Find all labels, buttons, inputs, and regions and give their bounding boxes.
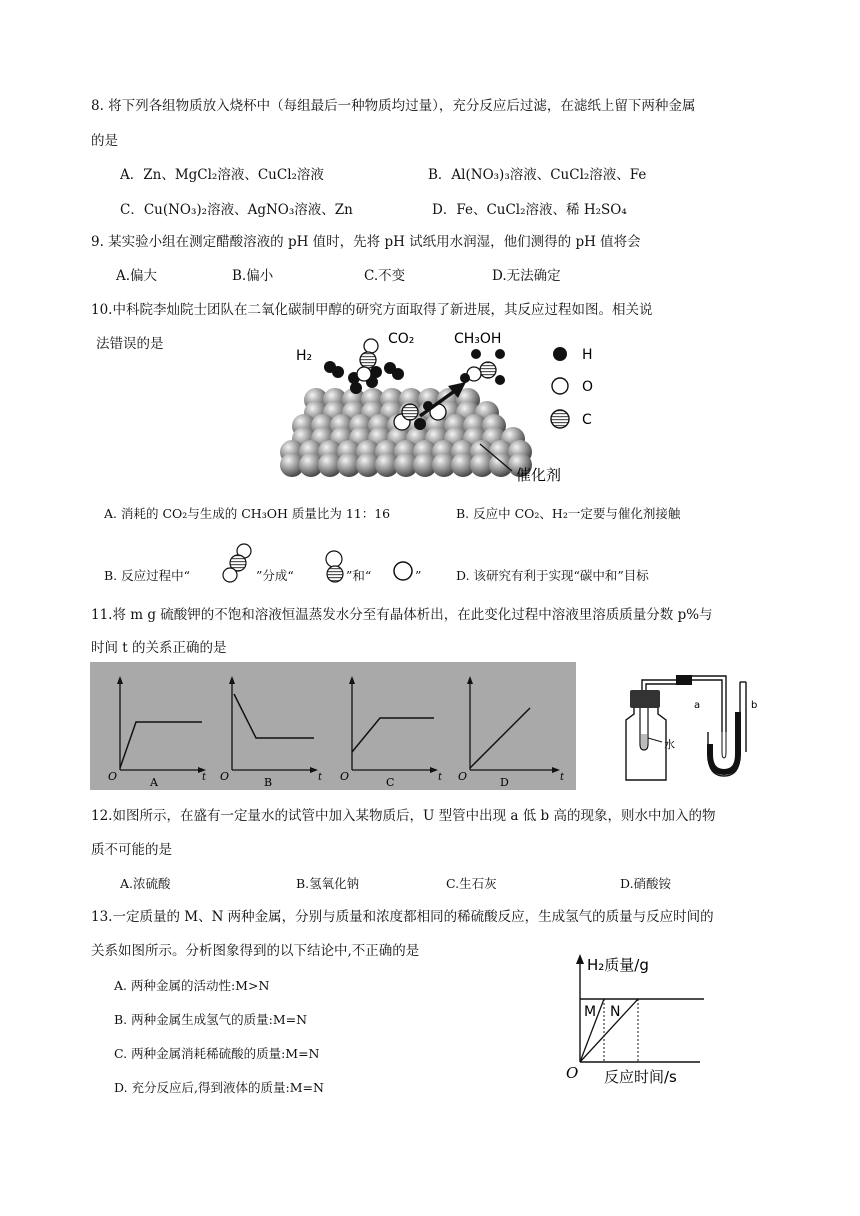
q9-option-c: C.不变 bbox=[364, 268, 406, 284]
q10-option-d: D. 该研究有利于实现“碳中和”目标 bbox=[456, 568, 649, 583]
graph-d-label: D bbox=[500, 776, 509, 789]
q9-stem: 9. 某实验小组在测定醋酸溶液的 pH 值时，先将 pH 试纸用水润湿，他们测得的 pH 值将会 bbox=[91, 234, 641, 250]
curve-m-label: M bbox=[584, 1004, 597, 1020]
catalyst-label: 催化剂 bbox=[516, 466, 562, 484]
q8-option-d: D．Fe、CuCl₂溶液、稀 H₂SO₄ bbox=[432, 202, 627, 218]
legend bbox=[551, 347, 593, 428]
q12-stem-cont: 质不可能的是 bbox=[91, 842, 172, 858]
q10-option-c-mid1: ”分成“ bbox=[256, 568, 294, 583]
water-label: 水 bbox=[664, 738, 675, 751]
q8-option-b: B．Al(NO₃)₃溶液、CuCl₂溶液、Fe bbox=[428, 167, 647, 183]
co2-label: CO₂ bbox=[388, 331, 415, 347]
q10-option-c-pre: B. 反应过程中“ bbox=[104, 568, 191, 583]
q9-option-d: D.无法确定 bbox=[492, 268, 561, 284]
q11-graphs-panel bbox=[90, 662, 576, 790]
legend-c-label: C bbox=[582, 412, 592, 428]
ch3oh-label: CH₃OH bbox=[454, 331, 502, 347]
graph-b-t: t bbox=[318, 772, 323, 783]
q9-option-b: B.偏小 bbox=[232, 268, 274, 284]
q12-stem: 12.如图所示，在盛有一定量水的试管中加入某物质后，U 型管中出现 a 低 b 高的现象，则水中加入的物 bbox=[91, 808, 716, 824]
hydrogen-mass-graph bbox=[560, 950, 740, 1086]
q10-option-c-post: ” bbox=[415, 568, 422, 583]
u-tube-b-label: b bbox=[751, 700, 758, 711]
q13-stem-cont: 关系如图所示。分析图象得到的以下结论中,不正确的是 bbox=[91, 943, 420, 959]
graph-b-origin: O bbox=[220, 770, 230, 783]
q13-option-c: C. 两种金属消耗稀硫酸的质量:M=N bbox=[114, 1046, 320, 1061]
graph-b-label: B bbox=[264, 776, 273, 789]
q12-option-c: C.生石灰 bbox=[446, 876, 497, 891]
graph-c-origin: O bbox=[340, 770, 350, 783]
graph-a-t: t bbox=[202, 772, 207, 783]
q9-option-a: A.偏大 bbox=[116, 268, 158, 284]
graph-c-label: C bbox=[386, 776, 395, 789]
curve-n-label: N bbox=[610, 1004, 621, 1020]
co2-glyph bbox=[220, 543, 254, 583]
graph-a-origin: O bbox=[108, 770, 118, 783]
graph-a-label: A bbox=[150, 776, 158, 789]
graph-origin: O bbox=[566, 1064, 579, 1082]
graph-ylabel: H₂质量/g bbox=[587, 956, 649, 974]
graph-c-t: t bbox=[438, 772, 443, 783]
q13-option-a: A. 两种金属的活动性:M>N bbox=[114, 978, 270, 993]
q10-stem-cont: 法错误的是 bbox=[96, 336, 164, 352]
legend-o-label: O bbox=[582, 379, 594, 395]
q10-option-b: B. 反应中 CO₂、H₂一定要与催化剂接触 bbox=[456, 506, 681, 521]
q12-option-b: B.氢氧化钠 bbox=[296, 876, 360, 891]
graph-xlabel: 反应时间/s bbox=[604, 1068, 677, 1086]
legend-o-dot bbox=[552, 378, 568, 394]
q8-option-a: A．Zn、MgCl₂溶液、CuCl₂溶液 bbox=[120, 167, 324, 183]
catalyst-reaction-figure bbox=[260, 326, 610, 488]
u-tube-apparatus bbox=[614, 672, 764, 784]
q10-stem: 10.中科院李灿院士团队在二氧化碳制甲醇的研究方面取得了新进展，其反应过程如图。相关说 bbox=[91, 302, 653, 318]
q12-option-a: A.浓硫酸 bbox=[120, 876, 171, 891]
q11-stem: 11.将 m g 硫酸钾的不饱和溶液恒温蒸发水分至有晶体析出，在此变化过程中溶液里溶质质量分数 p%与 bbox=[91, 607, 713, 623]
q12-option-d: D.硝酸铵 bbox=[620, 876, 672, 891]
h2-label: H₂ bbox=[296, 348, 313, 364]
q8-option-c: C．Cu(NO₃)₂溶液、AgNO₃溶液、Zn bbox=[120, 202, 353, 218]
q8-stem-cont: 的是 bbox=[91, 133, 118, 149]
q13-stem: 13.一定质量的 M、N 两种金属，分别与质量和浓度都相同的稀硫酸反应，生成氢气的质量与反应时间的 bbox=[91, 909, 714, 925]
ch3oh-molecule bbox=[460, 349, 505, 385]
q11-stem-cont: 时间 t 的关系正确的是 bbox=[91, 640, 227, 656]
q10-option-a: A. 消耗的 CO₂与生成的 CH₃OH 质量比为 11：16 bbox=[104, 506, 391, 521]
q8-stem: 8. 将下列各组物质放入烧杯中（每组最后一种物质均过量），充分反应后过滤，在滤纸上留下两种金属 bbox=[91, 98, 696, 114]
q13-option-d: D. 充分反应后,得到液体的质量:M=N bbox=[114, 1080, 324, 1095]
legend-c-dot bbox=[551, 410, 569, 428]
o-glyph bbox=[392, 560, 414, 582]
legend-h-dot bbox=[553, 347, 567, 361]
graph-d-t: t bbox=[560, 772, 565, 783]
q13-option-b: B. 两种金属生成氢气的质量:M=N bbox=[114, 1012, 308, 1027]
legend-h-label: H bbox=[582, 347, 593, 363]
q10-option-c-mid2: ”和“ bbox=[346, 568, 372, 583]
graph-d-origin: O bbox=[458, 770, 468, 783]
u-tube-a-label: a bbox=[694, 700, 701, 711]
